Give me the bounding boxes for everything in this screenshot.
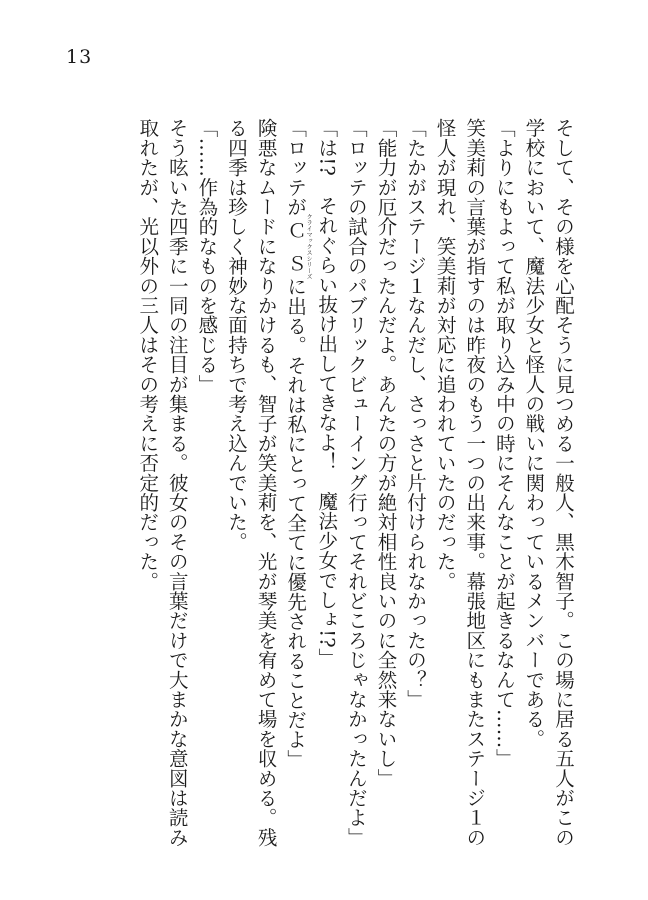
text-line: 険悪なムードになりかけるも、智子が笑美莉を、光が琴美を宥めて場を収める。残 bbox=[254, 118, 278, 847]
text-line: 「よりにもよって私が取り込み中の時にそんなことが起きるなんて……」 bbox=[492, 118, 516, 769]
text-line: 「は!? それぐらい抜け出してきなよ！ 魔法少女でしょ!?」 bbox=[315, 118, 339, 668]
text-line: 取れたが、光以外の三人はその考えに否定的だった。 bbox=[136, 118, 160, 591]
page-number: 13 bbox=[66, 46, 93, 68]
text-line: そして、その様を心配そうに見つめる一般人、黒木智子。この場に居る五人がこの bbox=[552, 118, 575, 847]
text-line: 学校において、魔法少女と怪人の戦いに関わっているメンバーである。 bbox=[522, 118, 546, 749]
body-text bbox=[133, 118, 578, 847]
text-line: 笑美莉の言葉が指すのは昨夜のもう一つの出来事。幕張地区にもまたステージ１の bbox=[463, 118, 487, 847]
text-line: そう呟いた四季に一同の注目が集まる。彼女のその言葉だけで大まかな意図は読み bbox=[165, 118, 189, 847]
text-line: 「……作為的なものを感じる」 bbox=[195, 118, 219, 394]
text-line: 「能力が厄介だったんだよ。あんたの方が絶対相性良いのに全然来ないし」 bbox=[374, 118, 398, 788]
text-line: 怪人が現れ、笑美莉が対応に追われていたのだった。 bbox=[433, 118, 457, 591]
ruby-line-after: に出る。それは私にとって全てに優先されることだよ」 bbox=[284, 276, 308, 769]
ruby-base: ＣＳ bbox=[284, 213, 308, 280]
text-line: る四季は珍しく神妙な面持ちで考え込んでいた。 bbox=[224, 118, 248, 552]
text-line: 「たかがステージ１なんだし、さっさと片付けられなかったの？」 bbox=[404, 118, 428, 709]
ruby-line-before: 「ロッテが bbox=[284, 118, 308, 217]
ruby-annotation bbox=[284, 213, 313, 280]
ruby-reading: クライマックスシリーズ bbox=[305, 213, 313, 280]
text-line-ruby bbox=[281, 118, 312, 808]
text-line: 「ロッテの試合のパブリックビューイング行ってそれどころじゃなかったんだよ」 bbox=[344, 118, 368, 847]
